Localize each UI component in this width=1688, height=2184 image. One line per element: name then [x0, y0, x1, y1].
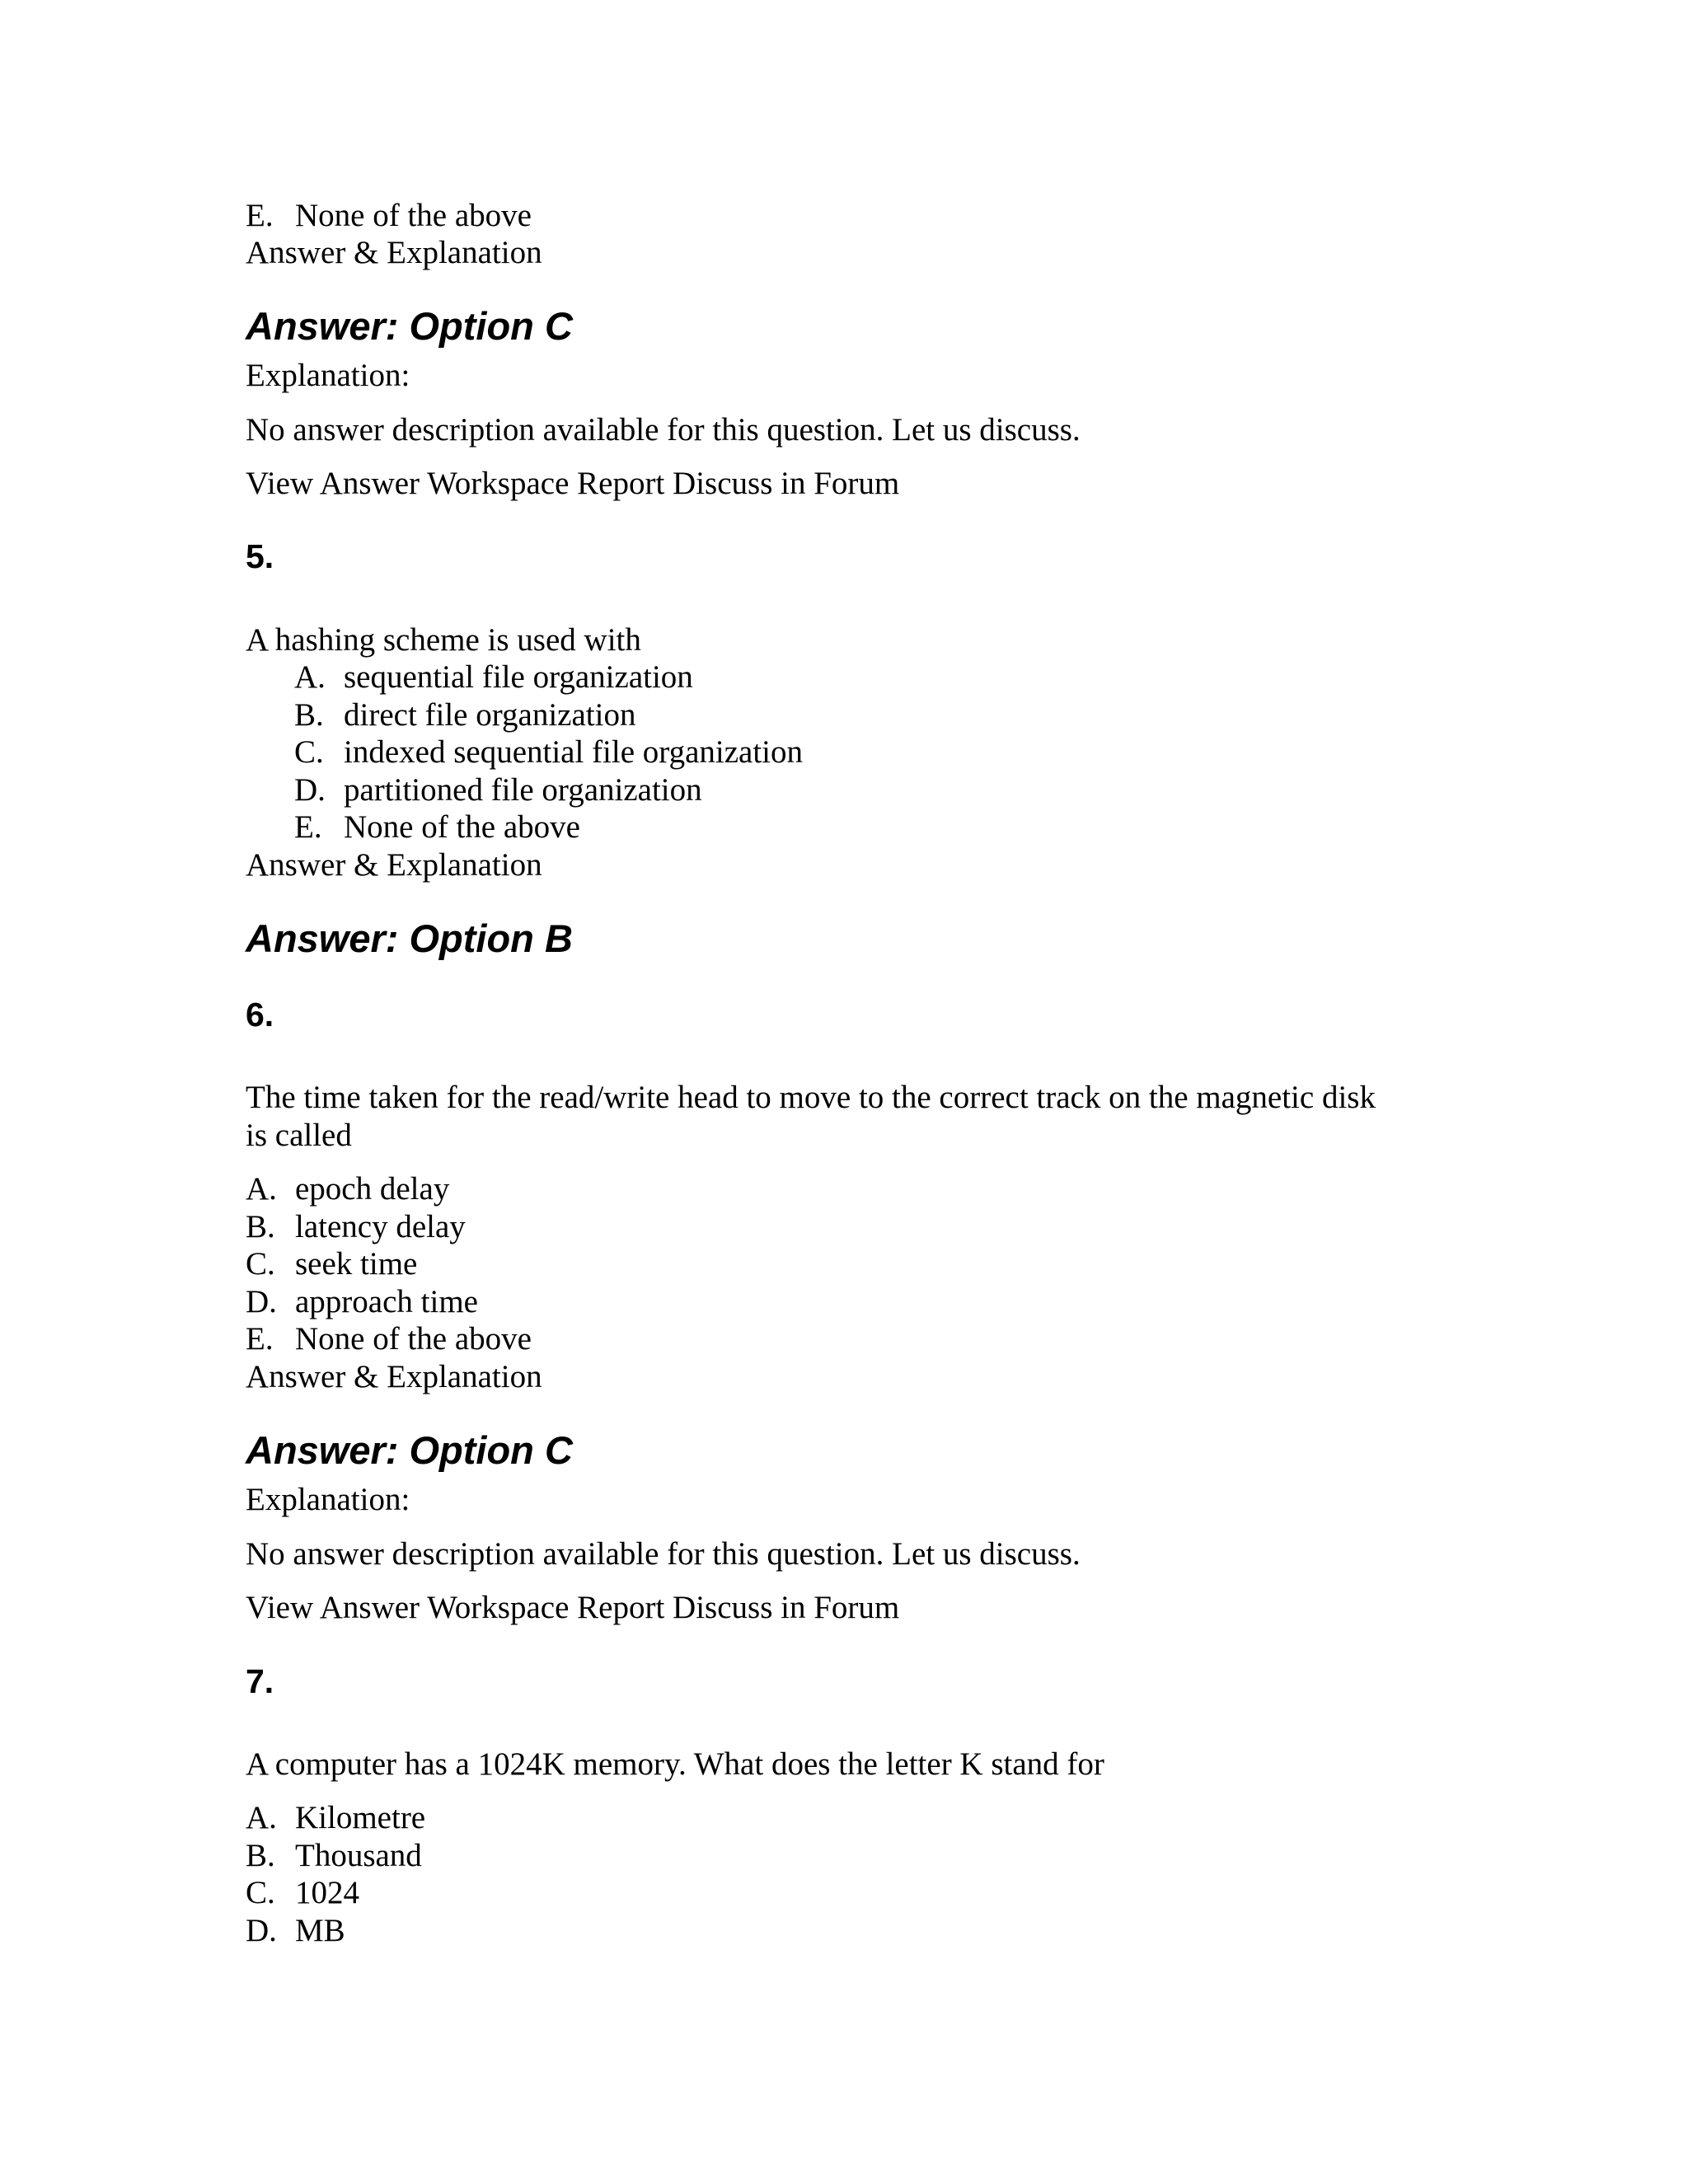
view-answer-link[interactable]: View Answer	[246, 466, 420, 501]
option-text: latency delay	[295, 1209, 466, 1244]
explanation-label: Explanation:	[246, 1482, 410, 1517]
question-number: 7.	[246, 1662, 274, 1700]
option-a	[294, 658, 693, 696]
discuss-in-forum-link[interactable]: Discuss in Forum	[673, 466, 900, 501]
option-text: indexed sequential file organization	[344, 734, 804, 770]
option-e	[246, 1320, 532, 1358]
option-e	[294, 808, 580, 846]
option-label: C.	[246, 1875, 275, 1910]
explanation-text: No answer description available for this question. Let us discuss.	[246, 1536, 1081, 1572]
option-c	[294, 733, 803, 771]
explanation-text: No answer description available for this question. Let us discuss.	[246, 412, 1081, 448]
option-text: direct file organization	[344, 697, 636, 733]
option-text: 1024	[295, 1875, 359, 1910]
option-c	[246, 1874, 359, 1912]
answer-explanation-link[interactable]: Answer & Explanation	[246, 1359, 542, 1394]
option-text: approach time	[295, 1284, 478, 1319]
answer-explanation-link[interactable]: Answer & Explanation	[246, 235, 542, 270]
option-text: epoch delay	[295, 1171, 450, 1207]
answer-heading: Answer: Option B	[246, 916, 573, 960]
option-label: C.	[294, 734, 324, 770]
option-text: partitioned file organization	[344, 772, 702, 808]
option-text: None of the above	[295, 198, 532, 233]
action-links	[246, 1589, 899, 1627]
option-a	[246, 1799, 425, 1837]
option-text: Kilometre	[295, 1800, 426, 1835]
option-a	[246, 1170, 449, 1208]
option-text: Thousand	[295, 1838, 422, 1873]
option-text: None of the above	[344, 809, 580, 845]
option-label: D.	[246, 1284, 277, 1319]
option-label: B.	[246, 1209, 275, 1244]
question-text: A computer has a 1024K memory. What does the letter K stand for	[246, 1746, 1104, 1782]
answer-heading: Answer: Option C	[246, 1428, 573, 1472]
option-c	[246, 1245, 417, 1283]
answer-explanation-link[interactable]: Answer & Explanation	[246, 847, 542, 883]
report-link[interactable]: Report	[577, 466, 665, 501]
option-text: MB	[295, 1913, 345, 1948]
view-answer-link[interactable]: View Answer	[246, 1590, 420, 1625]
option-label: B.	[246, 1838, 275, 1873]
option-label: A.	[246, 1800, 277, 1835]
answer-heading: Answer: Option C	[246, 304, 573, 348]
option-label: E.	[246, 198, 274, 233]
option-b	[246, 1208, 466, 1246]
option-text: seek time	[295, 1246, 418, 1282]
option-d	[246, 1283, 478, 1321]
option-d	[246, 1912, 345, 1950]
question-number: 5.	[246, 537, 274, 575]
question-number: 6.	[246, 996, 274, 1033]
option-b	[246, 1837, 422, 1875]
report-link[interactable]: Report	[577, 1590, 665, 1625]
question-text-line-1: The time taken for the read/write head to move to the correct track on the magnetic disk	[246, 1080, 1376, 1115]
option-text: sequential file organization	[344, 659, 693, 695]
option-label: B.	[294, 697, 324, 733]
option-label: E.	[294, 809, 322, 845]
option-text: None of the above	[295, 1321, 532, 1357]
workspace-link[interactable]: Workspace	[427, 466, 570, 501]
option-label: A.	[294, 659, 326, 695]
action-links	[246, 465, 899, 503]
option-label: E.	[246, 1321, 274, 1357]
option-label: A.	[246, 1171, 277, 1207]
workspace-link[interactable]: Workspace	[427, 1590, 570, 1625]
option-b	[294, 696, 635, 734]
discuss-in-forum-link[interactable]: Discuss in Forum	[673, 1590, 900, 1625]
option-label: D.	[246, 1913, 277, 1948]
option-d	[294, 771, 702, 809]
option-label: C.	[246, 1246, 275, 1282]
question-text-line-2: is called	[246, 1118, 352, 1153]
option-e	[246, 197, 532, 235]
question-text: A hashing scheme is used with	[246, 622, 641, 658]
explanation-label: Explanation:	[246, 358, 410, 393]
option-label: D.	[294, 772, 326, 808]
